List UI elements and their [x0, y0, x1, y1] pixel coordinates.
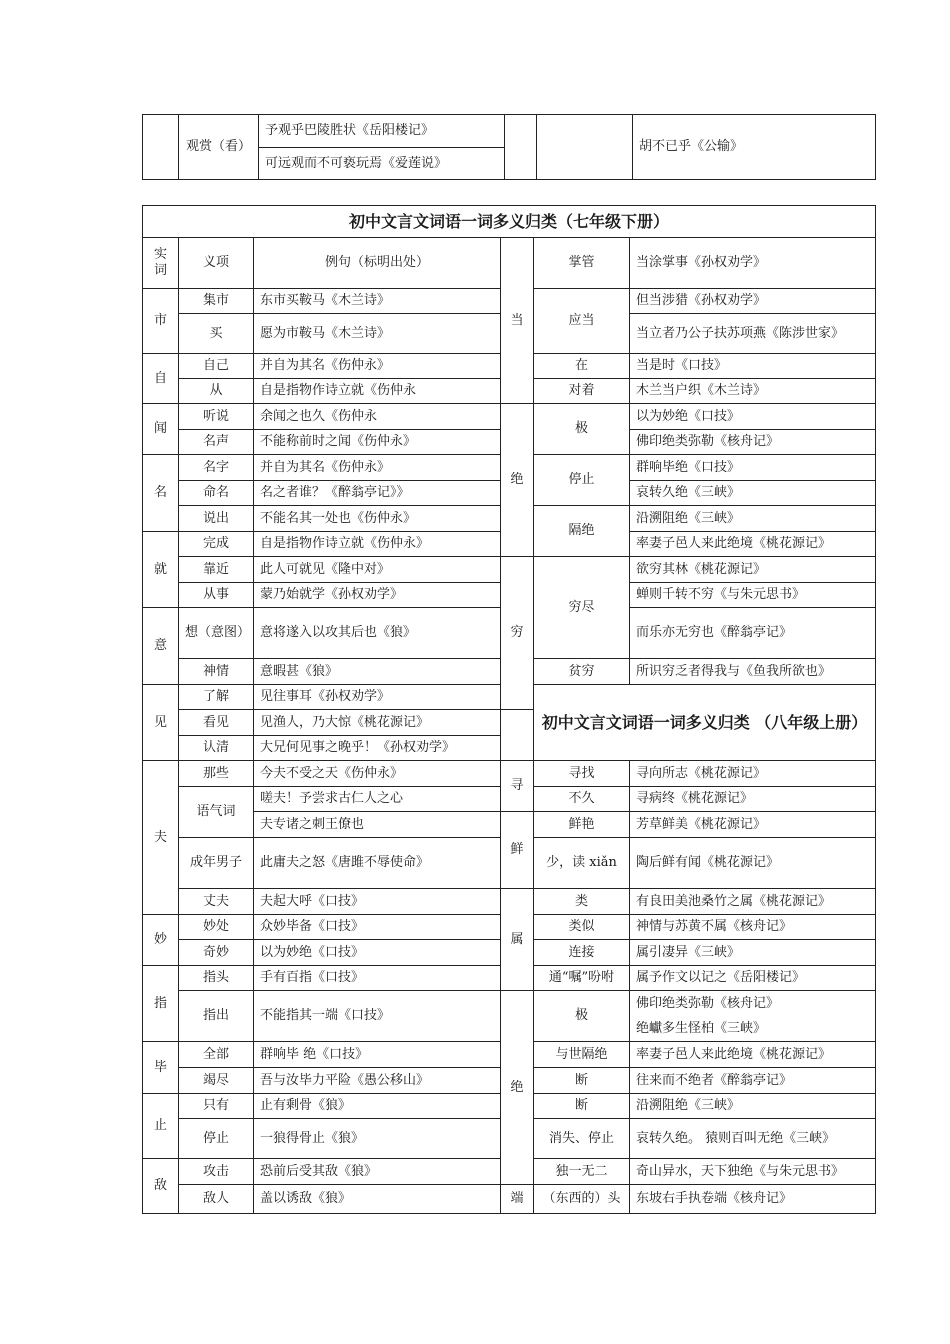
example-cell: 当立者乃公子扶苏项燕《陈涉世家》	[630, 314, 876, 354]
header-meaning: 义项	[179, 238, 254, 289]
meaning-cell: 停止	[179, 1119, 254, 1159]
meaning-cell: 想（意图）	[179, 608, 254, 659]
word-cell: 寻	[501, 761, 534, 812]
example-cell: 东市买鞍马《木兰诗》	[254, 289, 501, 314]
meaning-cell: 应当	[534, 289, 630, 354]
example-cell: 一狼得骨止《狼》	[254, 1119, 501, 1159]
meaning-cell: 不久	[534, 787, 630, 812]
example-sentence: 予观乎巴陵胜状《岳阳楼记》	[259, 115, 505, 148]
example-sentence: 胡不已乎《公输》	[633, 115, 876, 180]
meaning-cell: 少，读 xiǎn	[534, 838, 630, 889]
section-title: 初中文言文词语一词多义归类 （八年级上册）	[534, 685, 876, 761]
example-cell: 属予作文以记之《岳阳楼记》	[630, 966, 876, 991]
example-cell: 今夫不受之天《伤仲永》	[254, 761, 501, 787]
example-cell: 此人可就见《隆中对》	[254, 557, 501, 583]
meaning-cell: 掌管	[534, 238, 630, 289]
meaning-cell: 妙处	[179, 915, 254, 940]
meaning-cell: 只有	[179, 1094, 254, 1119]
example-cell: 芳草鲜美《桃花源记》	[630, 812, 876, 838]
word-cell: 夫	[143, 761, 179, 915]
example-cell: 止有剩骨《狼》	[254, 1094, 501, 1119]
meaning-cell: 说出	[179, 506, 254, 532]
example-cell: 见渔人，乃大惊《桃花源记》	[254, 710, 501, 736]
meaning-cell: 那些	[179, 761, 254, 787]
table-title: 初中文言文词语一词多义归类（七年级下册）	[143, 206, 876, 238]
example-cell: 寻向所志《桃花源记》	[630, 761, 876, 787]
example-cell: 率妻子邑人来此绝境《桃花源记》	[630, 532, 876, 557]
example-cell: 而乐亦无穷也《醉翁亭记》	[630, 608, 876, 659]
meaning-cell: 看见	[179, 710, 254, 736]
example-cell: 群响毕绝《口技》	[630, 455, 876, 481]
meaning-cell: 语气词	[179, 787, 254, 838]
meaning-cell: 丈夫	[179, 889, 254, 915]
example-cell: 见往事耳《孙权劝学》	[254, 685, 501, 710]
header-example: 例句（标明出处）	[254, 238, 501, 289]
example-cell: 夫起大呼《口技》	[254, 889, 501, 915]
example-cell: 吾与汝毕力平险《愚公移山》	[254, 1068, 501, 1094]
example-cell: 手有百指《口技》	[254, 966, 501, 991]
example-cell: 不能指其一端《口技》	[254, 991, 501, 1042]
meaning-cell: 隔绝	[534, 506, 630, 557]
word-meaning: 观赏（看）	[179, 115, 259, 180]
example-cell: 佛印绝类弥勒《核舟记》	[630, 430, 876, 455]
meaning-cell: 断	[534, 1068, 630, 1094]
meaning-cell: 从事	[179, 583, 254, 608]
example-cell: 自是指物作诗立就《伤仲永	[254, 379, 501, 404]
example-cell: 陶后鲜有闻《桃花源记》	[630, 838, 876, 889]
example-cell: 沿溯阻绝《三峡》	[630, 506, 876, 532]
header-word: 实词	[143, 238, 179, 289]
word-cell: 属	[501, 889, 534, 991]
word-cell: 绝	[501, 404, 534, 557]
example-cell: 恐前后受其敌《狼》	[254, 1159, 501, 1185]
meaning-cell: 贫穷	[534, 659, 630, 685]
meaning-cell: 通“嘱”吩咐	[534, 966, 630, 991]
word-cell: 指	[143, 966, 179, 1042]
word-cell: 市	[143, 289, 179, 354]
meaning-cell: 自己	[179, 354, 254, 379]
meaning-cell: 听说	[179, 404, 254, 430]
example-cell: 意将遂入以攻其后也《狼》	[254, 608, 501, 659]
example-cell: 往来而不绝者《醉翁亭记》	[630, 1068, 876, 1094]
meaning-cell: 命名	[179, 481, 254, 506]
example-cell: 愿为市鞍马《木兰诗》	[254, 314, 501, 354]
meaning-cell: 全部	[179, 1042, 254, 1068]
example-cell: 不能称前时之闻《伤仲永》	[254, 430, 501, 455]
example-cell: 沿溯阻绝《三峡》	[630, 1094, 876, 1119]
meaning-cell: 从	[179, 379, 254, 404]
meaning-cell: 停止	[534, 455, 630, 506]
meaning-cell: 敌人	[179, 1185, 254, 1214]
meaning-cell: 靠近	[179, 557, 254, 583]
meaning-cell: 在	[534, 354, 630, 379]
word-cell: 就	[143, 532, 179, 608]
example-cell: 东坡右手执卷端《核舟记》	[630, 1185, 876, 1214]
meaning-cell: 集市	[179, 289, 254, 314]
meaning-cell: 连接	[534, 940, 630, 966]
meaning-cell: 指头	[179, 966, 254, 991]
example-cell: 大兄何见事之晚乎！《孙权劝学》	[254, 736, 501, 761]
word-cell: 自	[143, 354, 179, 404]
example-cell: 此庸夫之怒《唐雎不辱使命》	[254, 838, 501, 889]
example-cell: 以为妙绝《口技》	[254, 940, 501, 966]
word-cell: 名	[143, 455, 179, 532]
word-cell: 敌	[143, 1159, 179, 1214]
example-cell: 率妻子邑人来此绝境《桃花源记》	[630, 1042, 876, 1068]
word-cell: 妙	[143, 915, 179, 966]
meaning-cell: 类	[534, 889, 630, 915]
meaning-cell: 竭尽	[179, 1068, 254, 1094]
meaning-cell: 与世隔绝	[534, 1042, 630, 1068]
example-cell: 哀转久绝。 猿则百叫无绝《三峡》	[630, 1119, 876, 1159]
meaning-cell: 了解	[179, 685, 254, 710]
example-cell: 群响毕 绝《口技》	[254, 1042, 501, 1068]
meaning-cell: 断	[534, 1094, 630, 1119]
meaning-cell: 消失、停止	[534, 1119, 630, 1159]
meaning-cell: 神情	[179, 659, 254, 685]
example-cell: 哀转久绝《三峡》	[630, 481, 876, 506]
word-cell: 绝	[501, 991, 534, 1185]
word-cell: 见	[143, 685, 179, 761]
meaning-cell: 攻击	[179, 1159, 254, 1185]
top-table	[142, 114, 876, 180]
example-cell: 所识穷乏者得我与《鱼我所欲也》	[630, 659, 876, 685]
meaning-cell: 名字	[179, 455, 254, 481]
example-cell: 欲穷其林《桃花源记》	[630, 557, 876, 583]
example-cell: 夫专诸之刺王僚也	[254, 812, 501, 838]
meaning-cell: 寻找	[534, 761, 630, 787]
example-cell: 以为妙绝《口技》	[630, 404, 876, 430]
example-cell: 寻病终《桃花源记》	[630, 787, 876, 812]
example-line: 绝巘多生怪柏《三峡》	[636, 1020, 767, 1036]
example-cell: 盖以诱敌《狼》	[254, 1185, 501, 1214]
example-cell: 但当涉猎《孙权劝学》	[630, 289, 876, 314]
meaning-cell: （东西的）头	[534, 1185, 630, 1214]
word-cell: 意	[143, 608, 179, 685]
polysemy-table	[142, 205, 876, 1214]
meaning-cell: 奇妙	[179, 940, 254, 966]
example-cell: 木兰当户织《木兰诗》	[630, 379, 876, 404]
example-cell: 并自为其名《伤仲永》	[254, 354, 501, 379]
meaning-cell: 类似	[534, 915, 630, 940]
example-cell: 名之者谁？《醉翁亭记》》	[254, 481, 501, 506]
word-cell: 毕	[143, 1042, 179, 1094]
example-cell: 奇山异水，天下独绝《与朱元思书》	[630, 1159, 876, 1185]
meaning-cell: 完成	[179, 532, 254, 557]
meaning-cell: 对着	[534, 379, 630, 404]
example-cell: 当涂掌事《孙权劝学》	[630, 238, 876, 289]
meaning-cell: 名声	[179, 430, 254, 455]
word-cell: 当	[501, 238, 534, 404]
meaning-cell: 成年男子	[179, 838, 254, 889]
meaning-cell: 极	[534, 404, 630, 455]
example-cell: 神情与苏黄不属《核舟记》	[630, 915, 876, 940]
example-sentence: 可远观而不可亵玩焉《爱莲说》	[259, 148, 505, 180]
example-cell: 蒙乃始就学《孙权劝学》	[254, 583, 501, 608]
example-cell: 有良田美池桑竹之属《桃花源记》	[630, 889, 876, 915]
example-cell: 蝉则千转不穷《与朱元思书》	[630, 583, 876, 608]
example-cell: 余闻之也久《伤仲永	[254, 404, 501, 430]
word-cell: 闻	[143, 404, 179, 455]
word-cell: 止	[143, 1094, 179, 1159]
word-cell: 端	[501, 1185, 534, 1214]
example-cell: 嗟夫！予尝求古仁人之心	[254, 787, 501, 812]
word-cell: 穷	[501, 557, 534, 710]
meaning-cell: 买	[179, 314, 254, 354]
example-cell: 意暇甚《狼》	[254, 659, 501, 685]
example-cell: 并自为其名《伤仲永》	[254, 455, 501, 481]
word-cell: 鲜	[501, 812, 534, 889]
meaning-cell: 鲜艳	[534, 812, 630, 838]
example-cell: 属引凄异《三峡》	[630, 940, 876, 966]
example-line: 佛印绝类弥勒《核舟记》	[636, 995, 780, 1011]
meaning-cell: 指出	[179, 991, 254, 1042]
example-cell: 当是时《口技》	[630, 354, 876, 379]
meaning-cell: 认清	[179, 736, 254, 761]
example-cell	[630, 991, 876, 1042]
meaning-cell: 独一无二	[534, 1159, 630, 1185]
example-cell: 自是指物作诗立就《伤仲永》	[254, 532, 501, 557]
meaning-cell: 穷尽	[534, 557, 630, 659]
meaning-cell: 极	[534, 991, 630, 1042]
example-cell: 不能名其一处也《伤仲永》	[254, 506, 501, 532]
example-cell: 众妙毕备《口技》	[254, 915, 501, 940]
